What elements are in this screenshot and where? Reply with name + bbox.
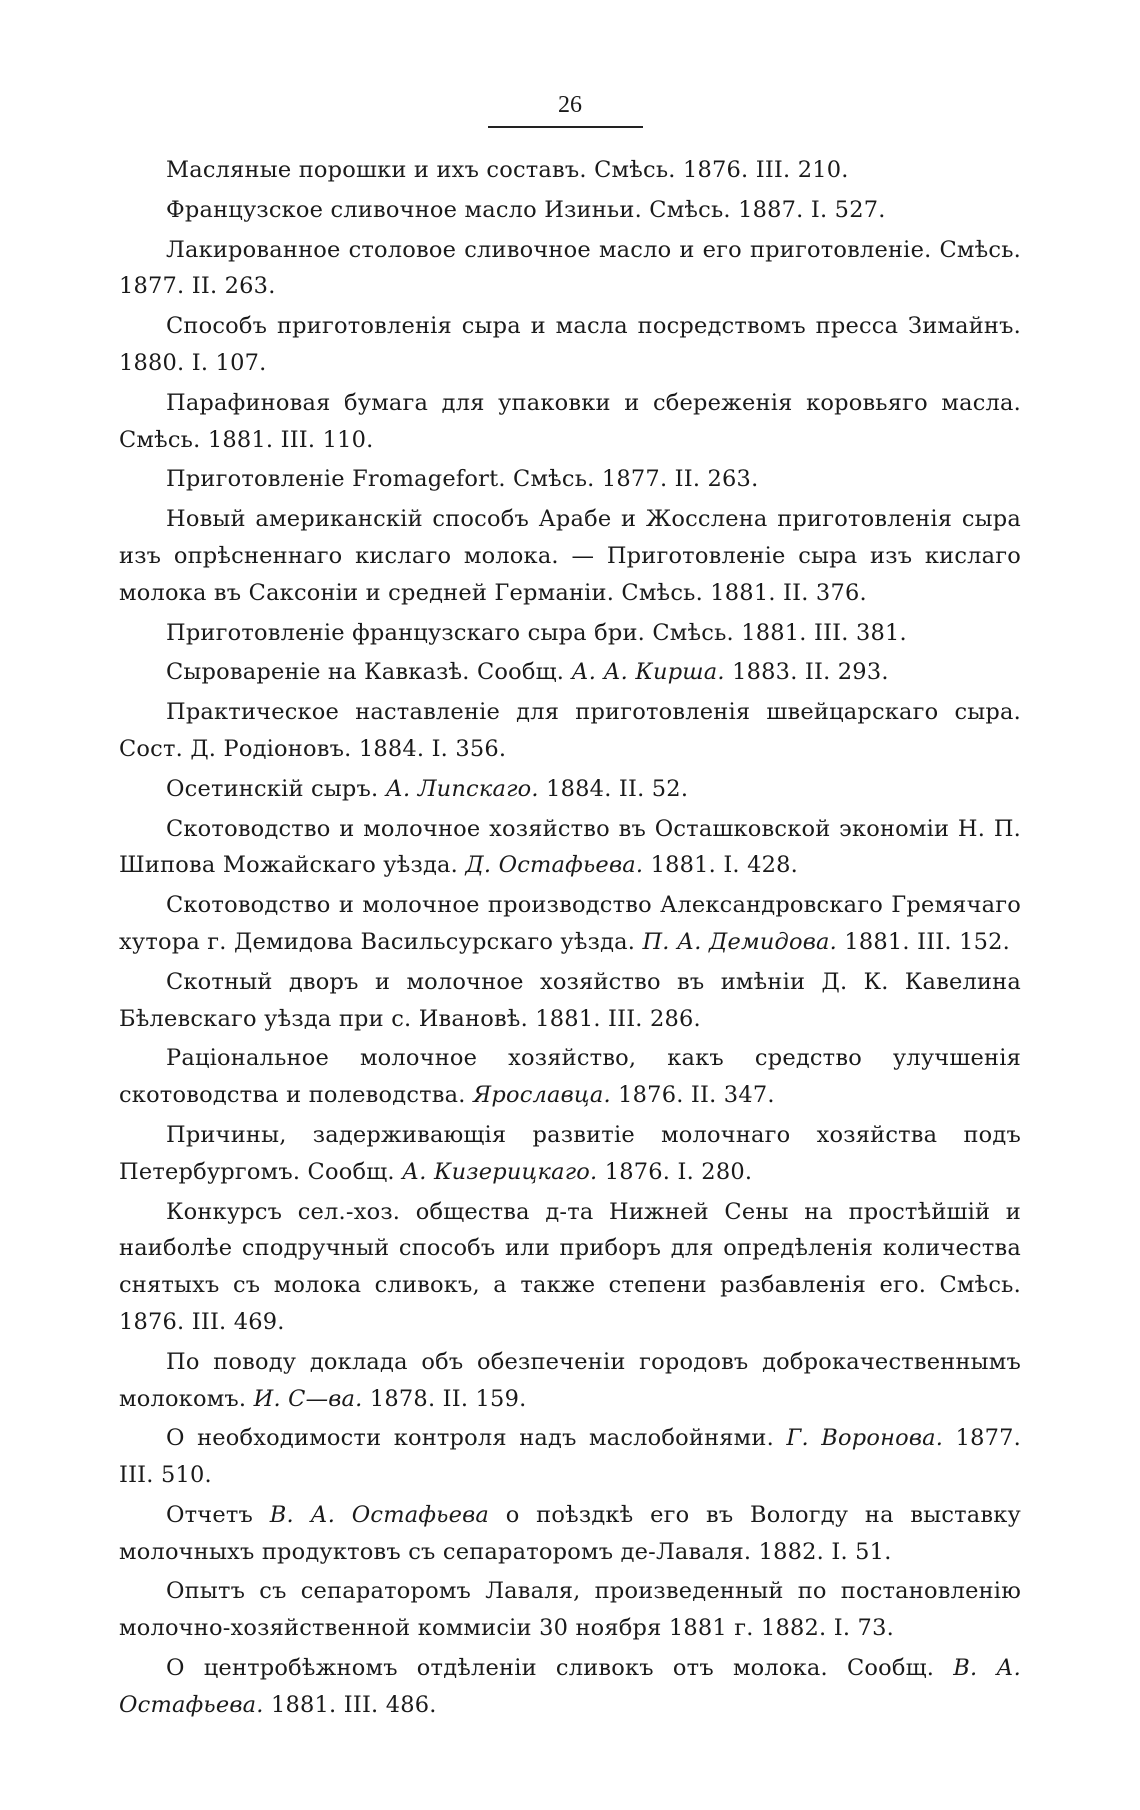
entry-text: Новый американскій способъ Арабе и Жосслена приготовленія сыра изъ опрѣсненнаго кислаго молока. — Приготовленіе сыра изъ кислаго молока въ Саксоніи и средней Германіи. Смѣсь. 1881. II. 376.: [119, 506, 1021, 606]
bibliography-entry: [119, 308, 1021, 382]
entry-author: В. А. Остафьева.: [119, 1655, 1021, 1718]
entry-author: Ярославцa.: [472, 1082, 611, 1109]
bibliography-entry: [119, 964, 1021, 1038]
bibliography-entry: [119, 152, 1021, 189]
entry-citation: 1876. II. 347.: [618, 1082, 775, 1109]
bibliography-entry: [119, 615, 1021, 652]
entry-text: Раціональное молочное хозяйство, какъ средство улучшенія скотоводства и полеводства.: [119, 1045, 1021, 1109]
bibliography-entry: [119, 771, 1021, 808]
entry-text: Сыровареніе на Кавказѣ. Сообщ.: [166, 659, 565, 686]
entry-text: Скотоводство и молочное производство Александровскаго Гремячаго хутора г. Демидова Васильсурскаго уѣзда.: [119, 892, 1021, 955]
entry-text: Конкурсъ сел.-хоз. общества д-та Нижней Сены на простѣйшій и наиболѣе сподручный способъ или приборъ для опредѣленія количества снятыхъ съ молока сливокъ, а также степени разбавленія его. Смѣсь. 1876. III. 469.: [119, 1198, 1021, 1335]
entry-text: По поводу доклада объ обезпеченіи городовъ доброкачественнымъ молокомъ.: [119, 1348, 1021, 1412]
bibliography-entry: [119, 461, 1021, 498]
entry-text: Парафиновая бумага для упаковки и сбереженія коровьяго масла. Смѣсь. 1881. III. 110.: [119, 389, 1021, 453]
entry-author: А. А. Кирша.: [571, 659, 725, 686]
entry-text: Способъ приготовленія сыра и масла посредствомъ пресса Зимайнъ. 1880. I. 107.: [119, 313, 1021, 376]
bibliography-entry: [119, 654, 1021, 691]
entry-text: Причины, задерживающія развитіе молочнаго хозяйства подъ Петербургомъ. Сообщ.: [119, 1121, 1021, 1185]
bibliography-entry: [119, 501, 1021, 611]
bibliography-entry: [119, 1040, 1021, 1114]
entry-citation: о поѣздкѣ его въ Вологду на выставку молочныхъ продуктовъ съ сепараторомъ де-Лаваля. 1882. I. 51.: [119, 1501, 1021, 1565]
entry-citation: 1881. III. 152.: [844, 928, 1010, 955]
entry-text: Французское сливочное масло Изиньи. Смѣсь. 1887. I. 527.: [166, 196, 886, 223]
entry-text: О центробѣжномъ отдѣленіи сливокъ отъ молока. Сообщ.: [166, 1655, 935, 1682]
bibliography-entry: [119, 694, 1021, 768]
entry-citation: 1876. I. 280.: [604, 1158, 753, 1185]
bibliography-entry: [119, 385, 1021, 459]
bibliography-entry: [119, 192, 1021, 229]
bibliography-entry: [119, 232, 1021, 306]
entry-text: Опытъ съ сепараторомъ Лаваля, произведенный по постановленію молочно-хозяйственной коммисіи 30 ноября 1881 г. 1882. I. 73.: [119, 1578, 1021, 1642]
bibliography-entry: [119, 1117, 1021, 1191]
bibliography-entry: [119, 887, 1021, 961]
bibliography-entry: [119, 1650, 1021, 1724]
bibliography-entry: [119, 1344, 1021, 1418]
entry-author: Д. Остафьева.: [465, 852, 644, 879]
entry-citation: 1877. III. 510.: [119, 1425, 1021, 1489]
entry-text: Осетинскій сыръ.: [166, 775, 379, 802]
bibliography-list: [119, 152, 1021, 1724]
entry-author: В. А. Остафьева: [269, 1501, 490, 1528]
entry-text: Приготовленіе французскаго сыра бри. Смѣсь. 1881. III. 381.: [166, 619, 907, 646]
bibliography-entry: [119, 1420, 1021, 1494]
page-number: 26: [558, 92, 582, 118]
entry-citation: 1881. I. 428.: [650, 852, 799, 879]
entry-text: Масляные порошки и ихъ составъ. Смѣсь. 1876. III. 210.: [166, 157, 849, 183]
entry-author: П. А. Демидова.: [642, 928, 837, 955]
bibliography-entry: [119, 811, 1021, 885]
entry-citation: 1884. II. 52.: [546, 775, 689, 802]
entry-text: О необходимости контроля надъ маслобойнями.: [166, 1425, 774, 1452]
entry-author: Г. Воронова.: [786, 1425, 944, 1452]
bibliography-entry: [119, 1573, 1021, 1647]
entry-text: Практическое наставленіе для приготовленія швейцарскаго сыра. Сост. Д. Родіоновъ. 1884. I. 356.: [119, 699, 1021, 762]
entry-author: А. Кизерицкаго.: [402, 1158, 598, 1185]
entry-citation: 1878. II. 159.: [369, 1385, 527, 1412]
entry-author: И. С—ва.: [253, 1385, 363, 1412]
entry-citation: 1883. II. 293.: [732, 659, 889, 686]
bibliography-entry: [119, 1497, 1021, 1571]
entry-citation: 1881. III. 486.: [271, 1691, 437, 1718]
header-rule: [488, 126, 643, 128]
bibliography-entry: [119, 1194, 1021, 1341]
entry-text: Отчетъ: [166, 1501, 254, 1528]
entry-text: Скотоводство и молочное хозяйство въ Осташковской экономіи Н. П. Шипова Можайскаго уѣзда.: [119, 815, 1021, 879]
entry-text: Скотный дворъ и молочное хозяйство въ имѣніи Д. К. Кавелина Бѣлевскаго уѣзда при с. Ивановѣ. 1881. III. 286.: [119, 968, 1021, 1032]
entry-text: Приготовленіе Fromagefort. Смѣсь. 1877. II. 263.: [166, 466, 759, 493]
entry-author: А. Липскаго.: [385, 775, 539, 802]
entry-text: Лакированное столовое сливочное масло и его приготовленіе. Смѣсь. 1877. II. 263.: [119, 236, 1021, 300]
